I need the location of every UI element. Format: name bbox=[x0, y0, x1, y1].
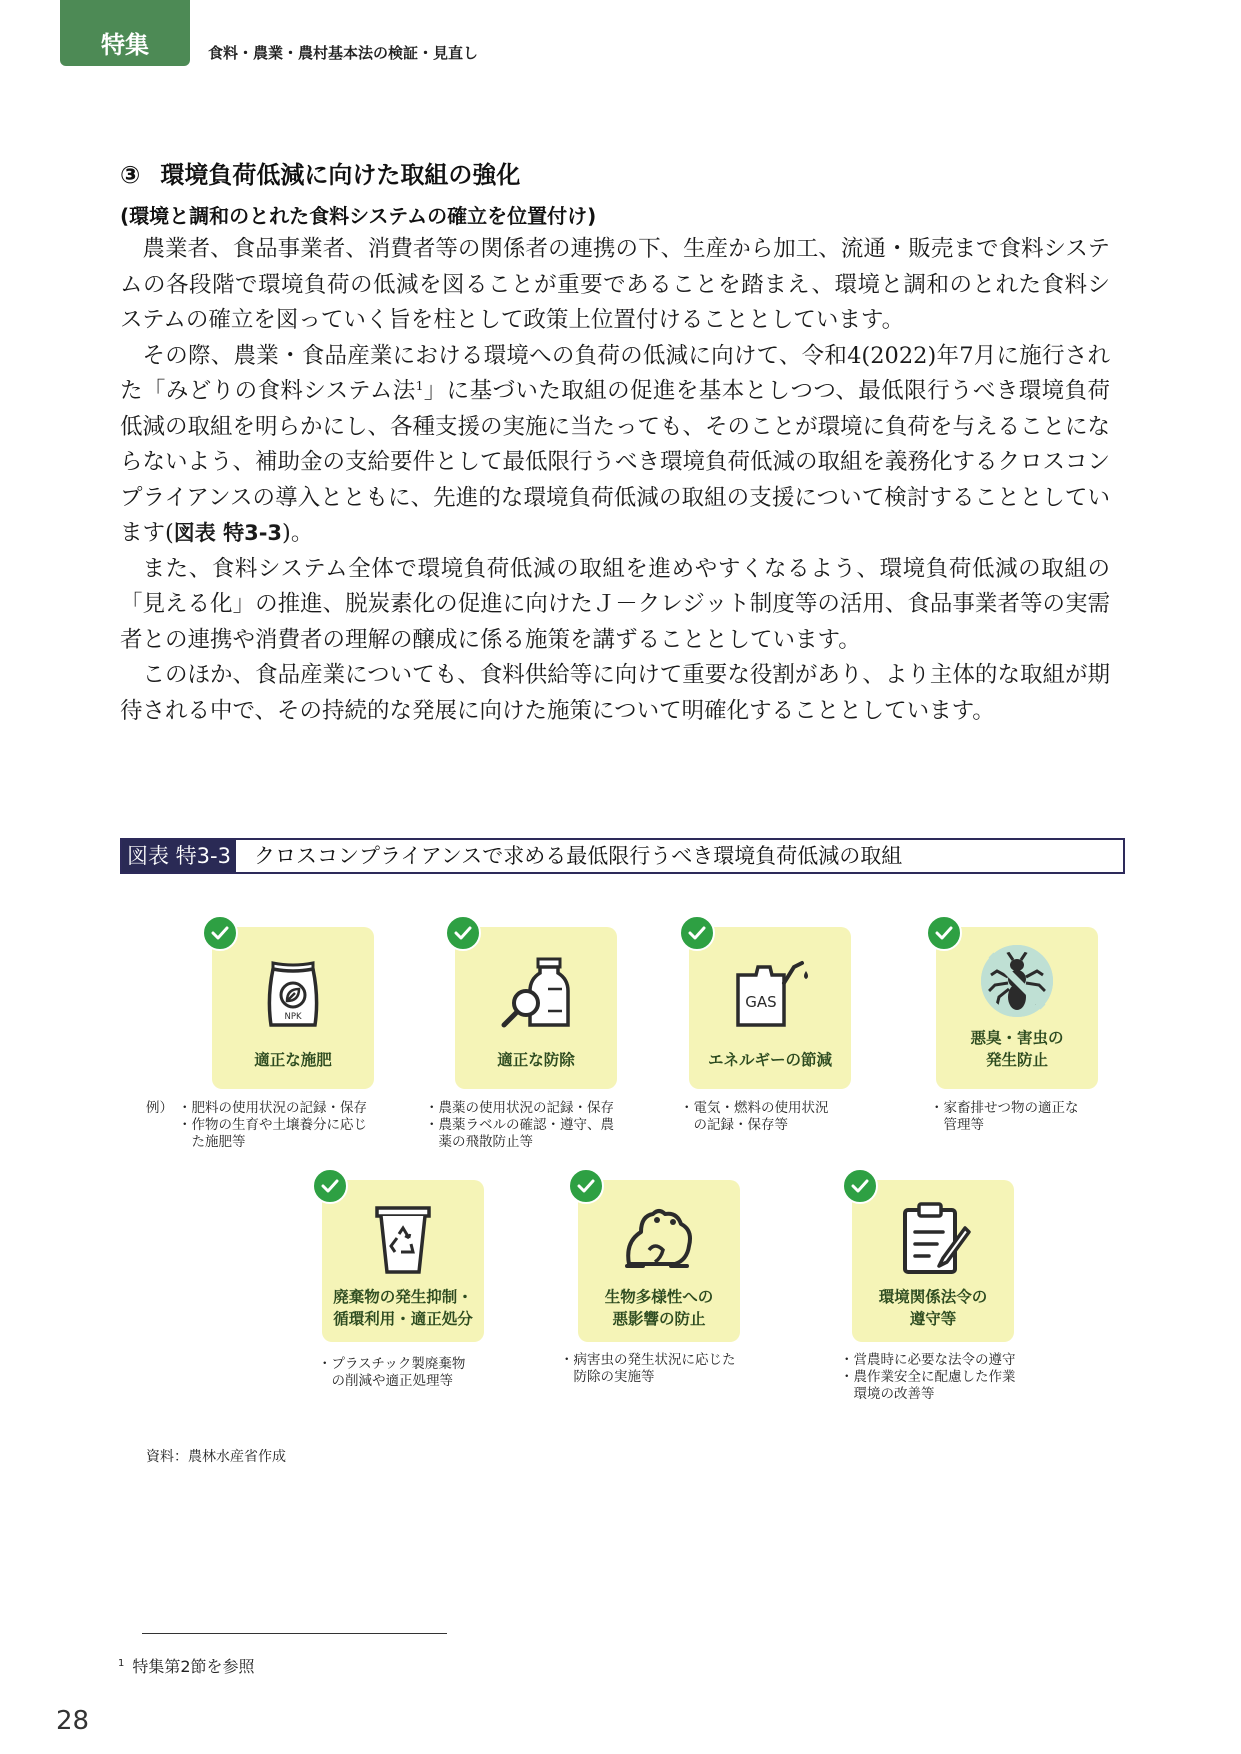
check-icon bbox=[568, 1168, 604, 1204]
check-icon bbox=[926, 915, 962, 951]
gas-text: GAS bbox=[745, 993, 777, 1011]
examples-waste: ・プラスチック製廃棄物 の削減や適正処理等 bbox=[318, 1356, 466, 1389]
body-text bbox=[120, 232, 1110, 729]
check-icon bbox=[445, 915, 481, 951]
footnote-text: 特集第2節を参照 bbox=[132, 1657, 255, 1676]
card-label-line2: 遵守等 bbox=[909, 1310, 957, 1328]
card-label-line1: 悪臭・害虫の bbox=[970, 1029, 1064, 1047]
footnote-ref[interactable]: 1 bbox=[415, 379, 424, 393]
header-tab-label: 特集 bbox=[101, 31, 149, 59]
footnote-number: 1 bbox=[118, 1658, 125, 1669]
paragraph-3: また、食料システム全体で環境負荷低減の取組を進めやすくなるよう、環境負荷低減の取組の「見える化」の推進、脱炭素化の促進に向けたＪ－クレジット制度等の活用、食品事業者等の実需者との連携や消費者の理解の醸成に係る施策を講ずることとしています。 bbox=[120, 555, 1110, 653]
header-tab bbox=[60, 0, 190, 66]
card-label-line2: 発生防止 bbox=[985, 1051, 1048, 1069]
figure-label: 図表 特3-3 bbox=[122, 840, 236, 872]
examples-fertilizer: ・肥料の使用状況の記録・保存 ・作物の生育や土壌養分に応じ た施肥等 bbox=[178, 1100, 367, 1150]
card-energy bbox=[689, 927, 851, 1089]
card-label: 適正な防除 bbox=[497, 1051, 575, 1069]
no-pest-icon bbox=[977, 941, 1057, 1021]
check-icon bbox=[202, 915, 238, 951]
examples-biodiversity: ・病害虫の発生状況に応じた 防除の実施等 bbox=[560, 1352, 736, 1385]
check-icon bbox=[842, 1168, 878, 1204]
section-heading bbox=[120, 155, 520, 190]
card-label: エネルギーの節減 bbox=[707, 1051, 832, 1069]
card-label-line2: 循環利用・適正処分 bbox=[333, 1310, 473, 1328]
check-icon bbox=[312, 1168, 348, 1204]
examples-energy: ・電気・燃料の使用状況 の記録・保存等 bbox=[680, 1100, 829, 1133]
fertilizer-bag-icon bbox=[253, 953, 333, 1033]
examples-pesticide: ・農薬の使用状況の記録・保存 ・農薬ラベルの確認・遵守、農 薬の飛散防止等 bbox=[425, 1100, 614, 1150]
figure-title: クロスコンプライアンスで求める最低限行うべき環境負荷低減の取組 bbox=[254, 844, 903, 868]
paragraph-1: 農業者、食品事業者、消費者等の関係者の連携の下、生産から加工、流通・販売まで食料システムの各段階で環境負荷の低減を図ることが重要であることを踏まえ、環境と調和のとれた食料システムの確立を図っていく旨を柱として政策上位置付けることとしています。 bbox=[120, 236, 1110, 333]
pesticide-bottle-icon bbox=[496, 953, 576, 1033]
section-title: 環境負荷低減に向けた取組の強化 bbox=[160, 161, 521, 189]
card-waste bbox=[322, 1180, 484, 1342]
recycle-bin-icon bbox=[363, 1198, 443, 1278]
page-number: 28 bbox=[56, 1706, 90, 1736]
footnote bbox=[118, 1654, 255, 1677]
examples-compliance: ・営農時に必要な法令の遵守 ・農作業安全に配慮した作業 環境の改善等 bbox=[840, 1352, 1016, 1402]
card-pest-prevention bbox=[936, 927, 1098, 1089]
paragraph-2: その際、農業・食品産業における環境への負荷の低減に向けて、令和4(2022)年7月に施行された「みどりの食料システム法$^1$」に基づいた取組の促進を基本としつつ、最低限行うべき環境負荷低減の取組を明らかにし、各種支援の実施に当たっても、そのことが環境に負荷を与えることにならないよう、補助金の支給要件として最低限行うべき環境負荷低減の取組を義務化するクロスコンプライアンスの導入とともに、先進的な環境負荷低減の取組の支援について検討することとしています(図表 特3-3)。 bbox=[120, 342, 1111, 546]
check-icon bbox=[679, 915, 715, 951]
figure-source: 資料：農林水産省作成 bbox=[146, 1449, 286, 1465]
figure-title-bar bbox=[120, 838, 1125, 874]
card-fertilizer bbox=[212, 927, 374, 1089]
section-number: ③ bbox=[120, 161, 141, 189]
card-pesticide bbox=[455, 927, 617, 1089]
clipboard-icon bbox=[893, 1198, 973, 1278]
npk-text: NPK bbox=[284, 1012, 302, 1022]
card-label-line1: 生物多様性への bbox=[604, 1288, 714, 1306]
card-label-line1: 環境関係法令の bbox=[878, 1288, 988, 1306]
card-label-line1: 廃棄物の発生抑制・ bbox=[333, 1288, 473, 1306]
header-title: 食料・農業・農村基本法の検証・見直し bbox=[208, 44, 479, 62]
card-label-line2: 悪影響の防止 bbox=[612, 1310, 706, 1328]
card-compliance bbox=[852, 1180, 1014, 1342]
example-prefix: 例） bbox=[146, 1100, 173, 1116]
section-subheading: (環境と調和のとれた食料システムの確立を位置付け) bbox=[120, 204, 597, 228]
paragraph-4: このほか、食品産業についても、食料供給等に向けて重要な役割があり、より主体的な取組が期待される中で、その持続的な発展に向けた施策について明確化することとしています。 bbox=[120, 662, 1110, 724]
examples-pest: ・家畜排せつ物の適正な 管理等 bbox=[930, 1100, 1079, 1133]
frog-icon bbox=[619, 1198, 699, 1278]
card-label: 適正な施肥 bbox=[254, 1051, 332, 1069]
figure-reference[interactable]: 図表 特3-3 bbox=[173, 521, 283, 545]
footnote-divider bbox=[142, 1633, 447, 1634]
card-biodiversity bbox=[578, 1180, 740, 1342]
gas-can-icon bbox=[730, 953, 810, 1033]
